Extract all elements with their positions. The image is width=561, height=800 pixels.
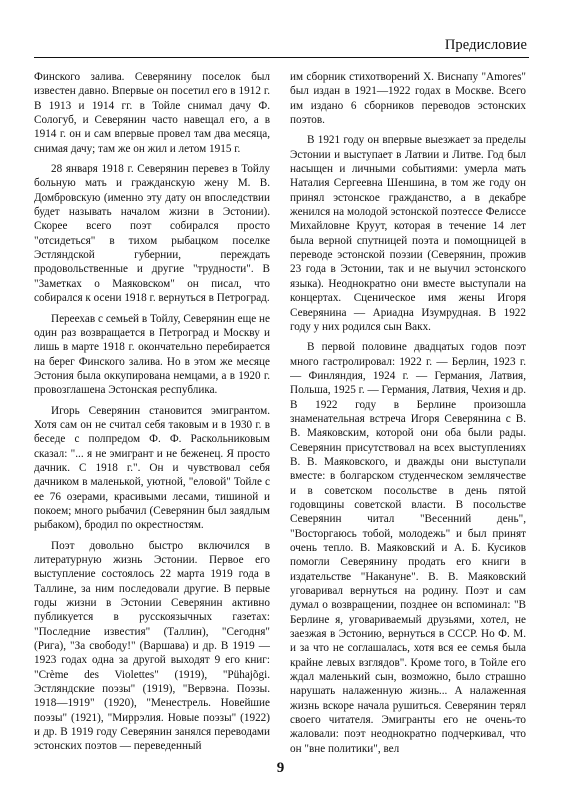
paragraph: Финского залива. Северянину поселок был известен давно. Впервые он посетил его в 1912 г. В 1913 и 1914 гг. в Тойле снимал дачу Ф. Сологуб, и Северянин часто навещал его, а в 1914 г. он и сам впервые провел там два месяца, снимая дачу; там же он жил и летом 1915 г. (34, 71, 270, 155)
page-number: 9 (276, 760, 285, 776)
paragraph: Переехав с семьей в Тойлу, Северянин еще не один раз возвращается в Петроград и Москву и лишь в марте 1918 г. окончательно перебирается на берег Финского залива. Но в этом же месяце Эстония была оккупирована немцами, а в 1920 г. провозглашена Эстонская республика. (34, 312, 270, 397)
running-header (34, 34, 529, 58)
paragraph: 28 января 1918 г. Северянин перевез в Тойлу больную мать и гражданскую жену М. В. Домбровскую (именно эту дату он впоследствии будет называть началом жизни в Эстонии). Скорее всего поэт собирался просто "отсидеться" в тихом рыбацком поселке Эстляндской губернии, переждать продовольственные и другие "трудности". В "Заметках о Маяковском" он писал, что собирался к осени 1918 г. вернуться в Петроград. (34, 163, 270, 305)
paragraph: Поэт довольно быстро включился в литературную жизнь Эстонии. Первое его выступление состоялось 22 марта 1919 года в Таллине, за ним последовали другие. В первые годы жизни в Эстонии Северянин активно публикуется в русскоязычных газетах: "Последние известия" (Таллин), "Сегодня" (Рига), "За свободу!" (Варшава) и др. В 1919 — 1923 годах одна за другой выходят 9 его книг: "Crème des Violettes" (1919), "Pühajõgi. Эстляндские поэзы" (1919), "Вервэна. Поэзы. 1918—1919" (1920), "Менестрель. Новейшие поэзы" (1921), "Миррэлия. Новые поэзы" (1922) и др. В 1919 году Северянин занялся переводами эстонских поэтов — переведенный (34, 539, 270, 753)
paragraph: В первой половине двадцатых годов поэт много гастролировал: 1922 г. — Берлин, 1923 г. — Финляндия, 1924 г. — Германия, Латвия, Польша, 1925 г. — Германия, Латвия, Чехия и др. В 1922 году в Берлине произошла знаменательная встреча Игоря Северянина с В. В. Маяковским, которой они оба были рады. Северянин присутствовал на всех выступлениях В. В. Маяковского, и дважды они выступали вместе: в болгарском студенческом землячестве и в советском посольстве в день пятой годовщины советской власти. В посольстве Северянин читал "Весенний день", "Восторгаюсь тобой, молодежь" и был принят очень тепло. В. Маяковский и А. Б. Кусиков помогли Северянину продать его книги в издательстве "Накануне". В. В. Маяковский уговаривал вернуться на родину. Поэт и сам думал о возвращении, позднее он вспоминал: "В Берлине я, уговариваемый друзьями, хотел, не заезжая в Эстонию, вернуться в СССР. Но Ф. М. и за что не соглашалась, хотя вся ее семья была крайне левых взглядов". Кроме того, в Тойле его ждал маленький сын, возможно, было страшно нарушать налаженную жизнь... А налаженная жизнь вскоре начала рушиться. Северянин терял своего читателя. Эмигранты его не очень-то жаловали: поэт неоднократно подчеркивал, что он "вне политики", вел (290, 341, 526, 755)
paragraph: В 1921 году он впервые выезжает за пределы Эстонии и выступает в Латвии и Литве. Год был насыщен и личными событиями: умерла мать Наталия Сергеевна Шеншина, в том же году он принял эстонское гражданство, а в декабре женился на молодой эстонской поэтессе Фелиссе Михайловне Круут, которая в течение 14 лет была верной спутницей поэта и помощницей в переводе эстонской поэзии (Северянин, прожив 23 года в Эстонии, так и не выучил эстонского языка). Неоднократно они вместе выступали на концертах. Сценическое имя жены Игоря Северянина — Ариадна Изумрудная. В 1922 году у них родился сын Вакх. (290, 134, 526, 333)
paragraph: Игорь Северянин становится эмигрантом. Хотя сам он не считал себя таковым и в 1930 г. в беседе с полпредом Ф. Ф. Раскольниковым сказал: "... я не эмигрант и не беженец. Я просто дачник. С 1918 г.". Он и чувствовал себя дачником в маленькой, уютной, "еловой" Тойле с ее 76 озерами, красивыми лесами, тишиной и покоем; много рыбачил (Северянин был заядлым рыбаком), бродил по окрестностям. (34, 404, 270, 532)
section-title: Предисловие (444, 37, 527, 53)
header-rule (34, 57, 529, 58)
right-column (290, 70, 526, 765)
left-column (34, 70, 270, 765)
paragraph: им сборник стихотворений Х. Виснапу "Amores" был издан в 1921—1922 годах в Москве. Всего им издано 6 сборников переводов эстонских поэтов. (290, 71, 526, 127)
